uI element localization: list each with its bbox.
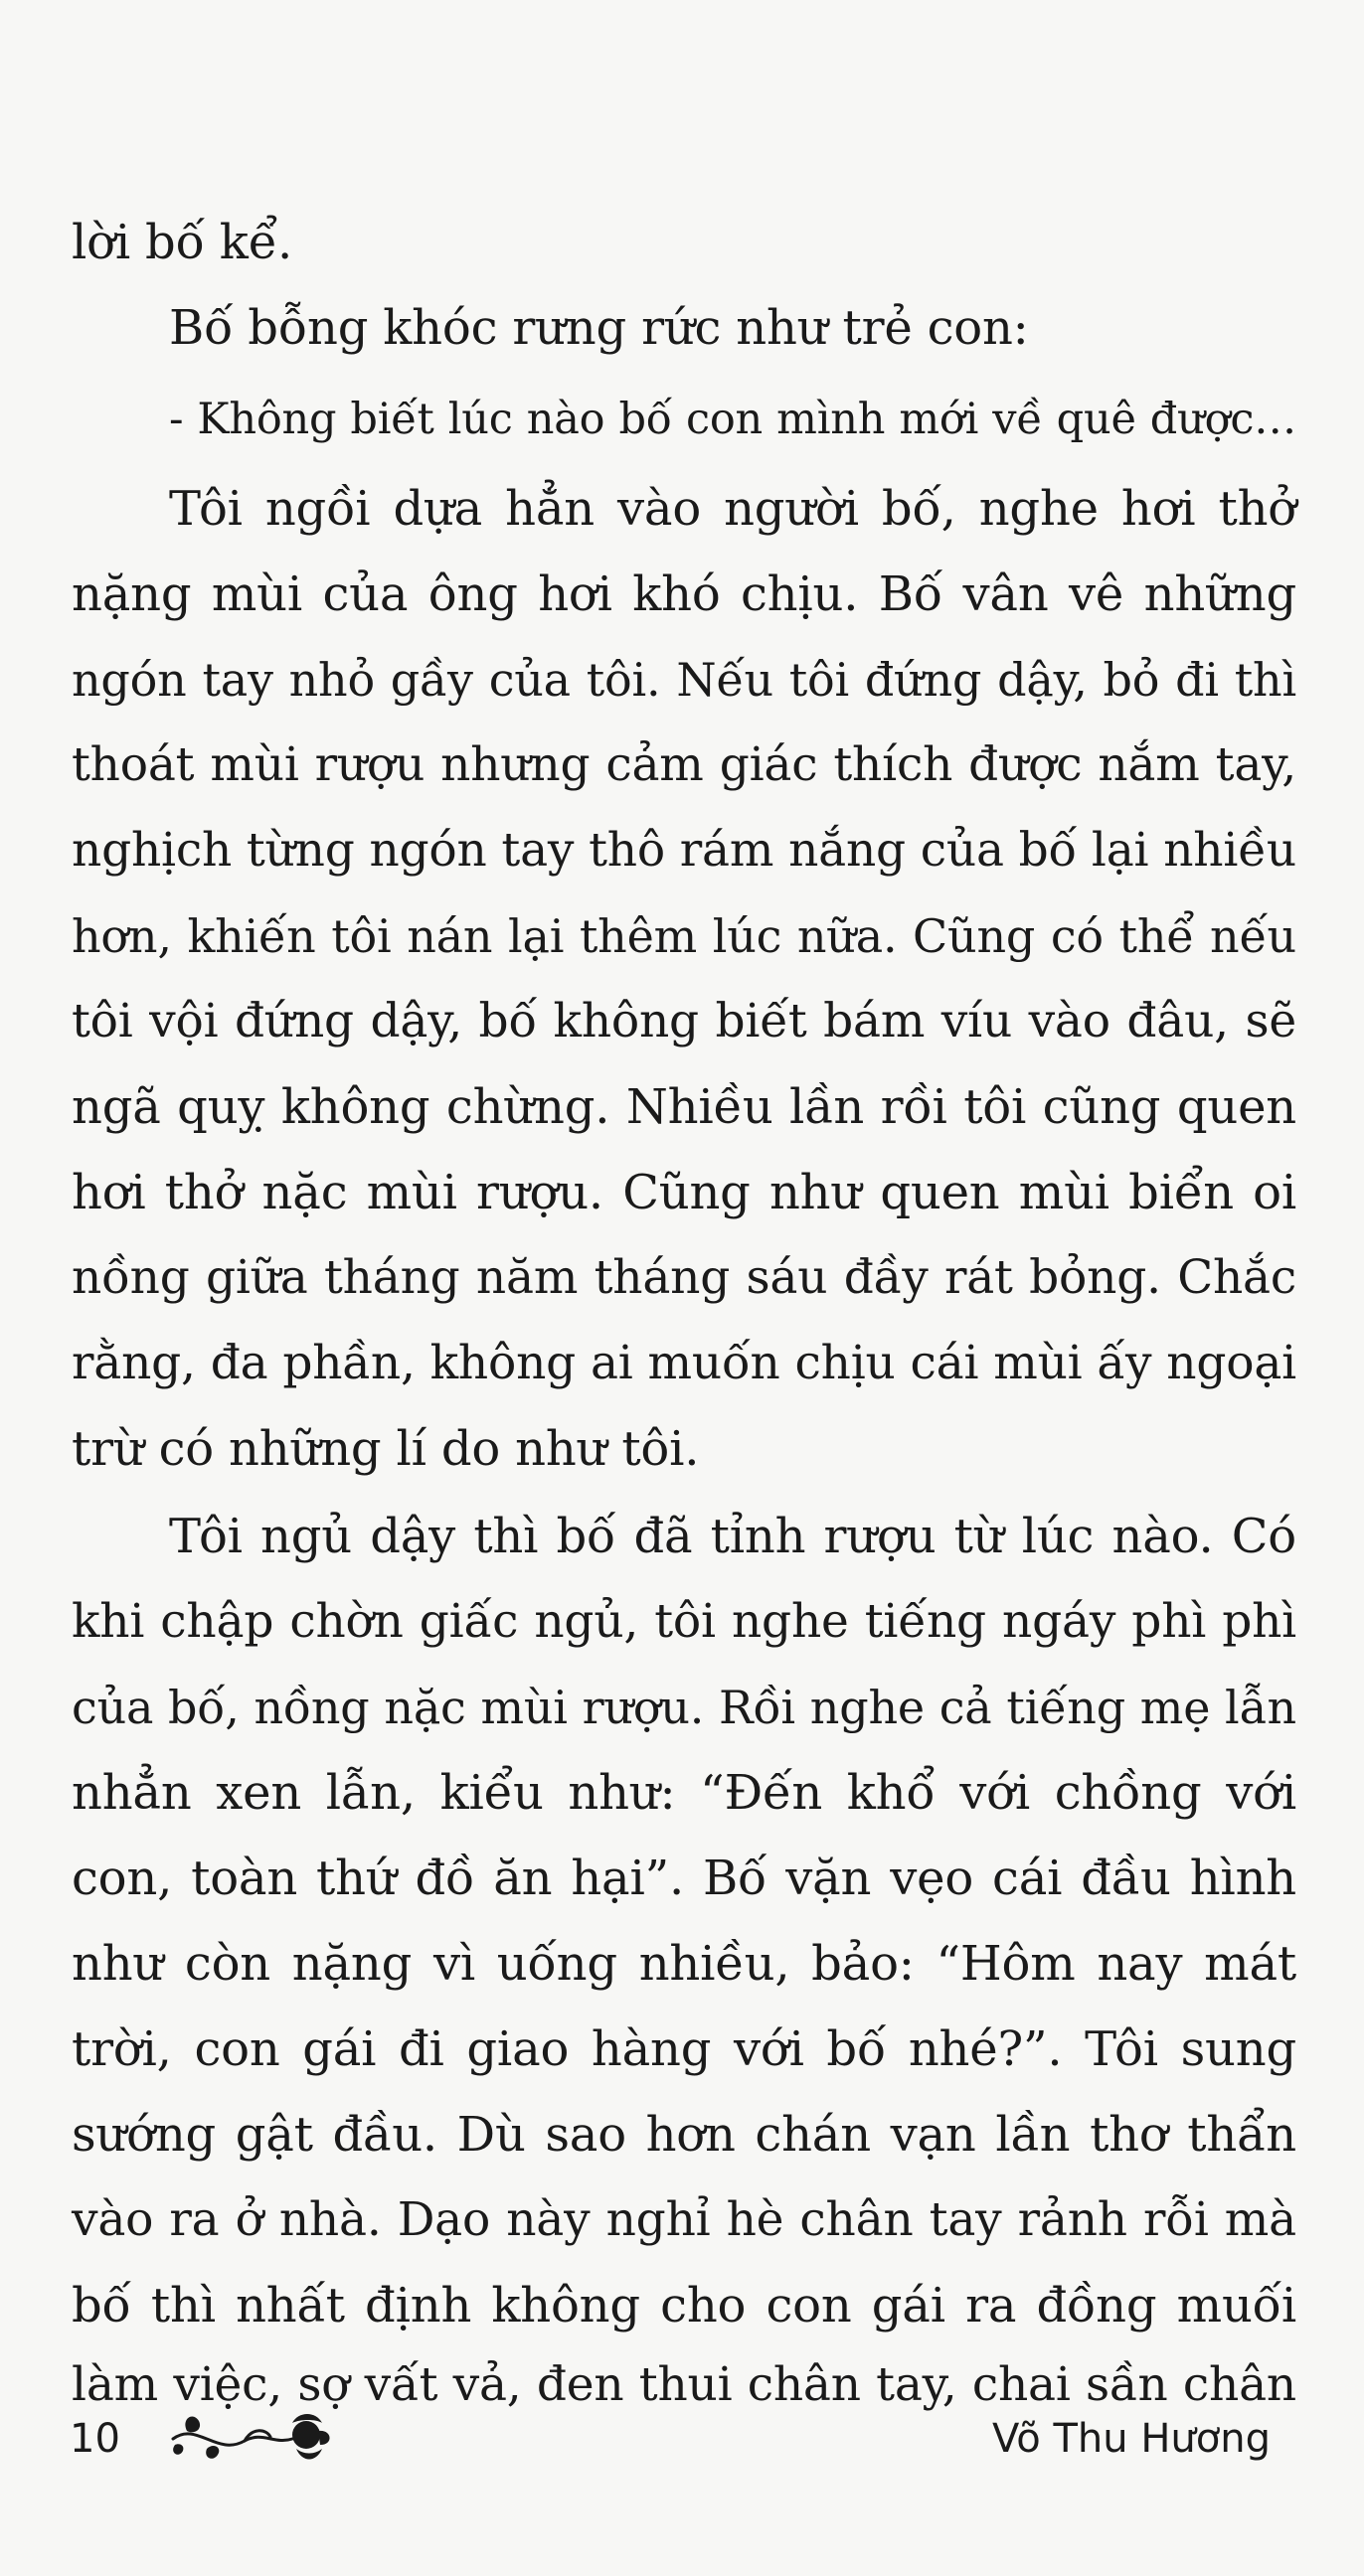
text-line: nhẳn xen lẫn, kiểu như: “Đến khổ với chồng với	[72, 1765, 1296, 1821]
text-line: rằng, đa phần, không ai muốn chịu cái mùi ấy ngoại	[72, 1336, 1296, 1390]
text-line: nghịch từng ngón tay thô rám nắng của bố lại nhiều	[72, 823, 1296, 878]
text-line: nặng mùi của ông hơi khó chịu. Bố vân vê những	[72, 566, 1296, 622]
text-line: nồng giữa tháng năm tháng sáu đầy rát bỏng. Chắc	[72, 1250, 1296, 1305]
author-name: Võ Thu Hương	[992, 2416, 1271, 2462]
text-line: Tôi ngủ dậy thì bố đã tỉnh rượu từ lúc nào. Có	[169, 1509, 1296, 1564]
text-line: ngón tay nhỏ gầy của tôi. Nếu tôi đứng dậy, bỏ đi thì	[72, 653, 1296, 707]
text-line: của bố, nồng nặc mùi rượu. Rồi nghe cả tiếng mẹ lẫn	[72, 1681, 1296, 1734]
text-line: lời bố kể.	[72, 215, 293, 270]
text-line: hơi thở nặc mùi rượu. Cũng như quen mùi biển oi	[72, 1165, 1296, 1220]
page-number: 10	[70, 2416, 120, 2462]
text-line: trừ có những lí do như tôi.	[72, 1421, 700, 1477]
text-line: hơn, khiến tôi nán lại thêm lúc nữa. Cũng có thể nếu	[72, 909, 1296, 963]
text-line: Tôi ngồi dựa hẳn vào người bố, nghe hơi thở	[169, 481, 1296, 537]
text-line: - Không biết lúc nào bố con mình mới về quê được…	[169, 395, 1296, 444]
text-line: ngã quỵ không chừng. Nhiều lần rồi tôi cũng quen	[72, 1079, 1296, 1135]
text-line: như còn nặng vì uống nhiều, bảo: “Hôm nay mát	[72, 1936, 1296, 1992]
text-line: Bố bỗng khóc rưng rức như trẻ con:	[169, 300, 1029, 356]
text-line: trời, con gái đi giao hàng với bố nhé?”. Tôi sung	[72, 2021, 1296, 2077]
text-line: bố thì nhất định không cho con gái ra đồng muối	[72, 2278, 1296, 2334]
text-line: khi chập chờn giấc ngủ, tôi nghe tiếng ngáy phì phì	[72, 1594, 1296, 1649]
text-line: vào ra ở nhà. Dạo này nghỉ hè chân tay rảnh rỗi mà	[72, 2192, 1296, 2247]
floral-ornament-icon	[167, 2401, 336, 2471]
text-line: sướng gật đầu. Dù sao hơn chán vạn lần thơ thẩn	[72, 2107, 1296, 2163]
text-line: tôi vội đứng dậy, bố không biết bám víu vào đâu, sẽ	[72, 994, 1296, 1048]
text-line: làm việc, sợ vất vả, đen thui chân tay, chai sần chân	[72, 2357, 1296, 2412]
text-line: thoát mùi rượu nhưng cảm giác thích được nắm tay,	[72, 737, 1296, 792]
text-line: con, toàn thứ đồ ăn hại”. Bố vặn vẹo cái đầu hình	[72, 1851, 1296, 1906]
